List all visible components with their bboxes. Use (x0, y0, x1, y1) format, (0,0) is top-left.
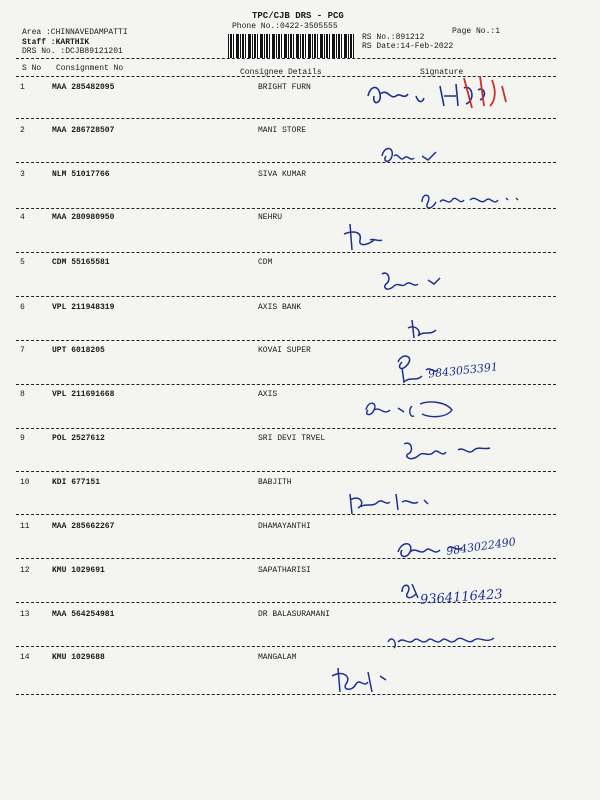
signature-10 (344, 488, 434, 518)
row-divider (16, 471, 556, 472)
row-consignment-no: VPL 211691668 (52, 390, 115, 399)
row-consignment-no: CDM 55165581 (52, 258, 110, 267)
handwritten-phone-row7: 9843053391 (427, 360, 499, 381)
signature-9 (398, 436, 498, 466)
rs-date: RS Date:14-Feb-2022 (362, 42, 454, 51)
row-divider (16, 428, 556, 429)
row-sno: 6 (20, 303, 25, 312)
table-row (0, 390, 600, 410)
row-consignment-no: KMU 1029688 (52, 653, 105, 662)
handwritten-phone-row12: 9364116423 (419, 587, 504, 608)
row-sno: 3 (20, 170, 25, 179)
col-consignee: Consignee Details (240, 68, 322, 77)
table-row (0, 653, 600, 673)
table-row (0, 170, 600, 190)
row-consignment-no: MAA 285482095 (52, 83, 115, 92)
signature-8 (360, 396, 470, 426)
row-divider (16, 162, 556, 163)
row-sno: 11 (20, 522, 30, 531)
row-sno: 1 (20, 83, 25, 92)
row-consignment-no: MAA 285662267 (52, 522, 115, 531)
row-divider (16, 694, 556, 695)
row-consignment-no: MAA 286728507 (52, 126, 115, 135)
row-divider (16, 384, 556, 385)
row-consignment-no: MAA 564254981 (52, 610, 115, 619)
handwritten-phone-row11: 9843022490 (445, 535, 517, 558)
row-consignee: BRIGHT FURN (258, 83, 311, 92)
row-divider (16, 118, 556, 119)
drs-number: DRS No. :DCJB89121201 (22, 47, 123, 56)
col-sno: S No (22, 64, 42, 73)
signature-3 (418, 188, 528, 214)
row-sno: 2 (20, 126, 25, 135)
signature-13 (384, 628, 504, 654)
row-consignee: CDM (258, 258, 273, 267)
row-consignment-no: KDI 677151 (52, 478, 101, 487)
row-consignment-no: POL 2527612 (52, 434, 105, 443)
row-consignee: DR BALASURAMANI (258, 610, 331, 619)
row-divider (16, 514, 556, 515)
sheet-title: TPC/CJB DRS - PCG (252, 11, 344, 21)
table-row (0, 346, 600, 366)
col-consignment: Consignment No (56, 64, 124, 73)
row-sno: 4 (20, 213, 25, 222)
signature-14 (328, 662, 398, 698)
signature-5 (378, 266, 448, 296)
row-consignee: AXIS (258, 390, 278, 399)
row-divider (16, 296, 556, 297)
table-row (0, 434, 600, 454)
row-consignee: MANGALAM (258, 653, 297, 662)
row-consignee: MANI STORE (258, 126, 307, 135)
row-consignment-no: VPL 211948319 (52, 303, 115, 312)
row-consignee: KOVAI SUPER (258, 346, 311, 355)
row-sno: 14 (20, 653, 30, 662)
table-row (0, 213, 600, 233)
row-consignment-no: KMU 1029691 (52, 566, 105, 575)
signature-1 (360, 66, 540, 116)
barcode (228, 34, 354, 58)
row-sno: 8 (20, 390, 25, 399)
row-consignee: DHAMAYANTHI (258, 522, 311, 531)
phone-number: Phone No.:0422-3505555 (232, 22, 338, 31)
row-consignment-no: NLM 51017766 (52, 170, 110, 179)
table-row (0, 303, 600, 323)
row-consignee: SAPATHARISI (258, 566, 311, 575)
signature-4 (340, 220, 390, 254)
table-row (0, 478, 600, 498)
table-row (0, 126, 600, 146)
table-row (0, 258, 600, 278)
row-sno: 13 (20, 610, 30, 619)
row-sno: 10 (20, 478, 30, 487)
row-sno: 9 (20, 434, 25, 443)
page-number: Page No.:1 (452, 27, 501, 36)
row-divider (16, 340, 556, 341)
col-signature: Signature (420, 68, 464, 77)
row-consignee: AXIS BANK (258, 303, 302, 312)
row-sno: 7 (20, 346, 25, 355)
row-consignee: SIVA KUMAR (258, 170, 307, 179)
header-divider (16, 58, 556, 59)
table-row (0, 566, 600, 586)
row-consignee: BABJITH (258, 478, 292, 487)
row-sno: 12 (20, 566, 30, 575)
signature-2 (378, 140, 448, 170)
area-label: Area :CHINNAVEDAMPATTI (22, 28, 128, 37)
row-divider (16, 558, 556, 559)
row-consignee: SRI DEVI TRVEL (258, 434, 326, 443)
row-consignee: NEHRU (258, 213, 283, 222)
row-consignment-no: MAA 280980950 (52, 213, 115, 222)
rs-number: RS No.:891212 (362, 33, 425, 42)
row-divider (16, 252, 556, 253)
row-sno: 5 (20, 258, 25, 267)
staff-label: Staff :KARTHIK (22, 38, 90, 47)
signature-6 (404, 316, 444, 342)
row-consignment-no: UPT 6018205 (52, 346, 105, 355)
table-row (0, 610, 600, 630)
